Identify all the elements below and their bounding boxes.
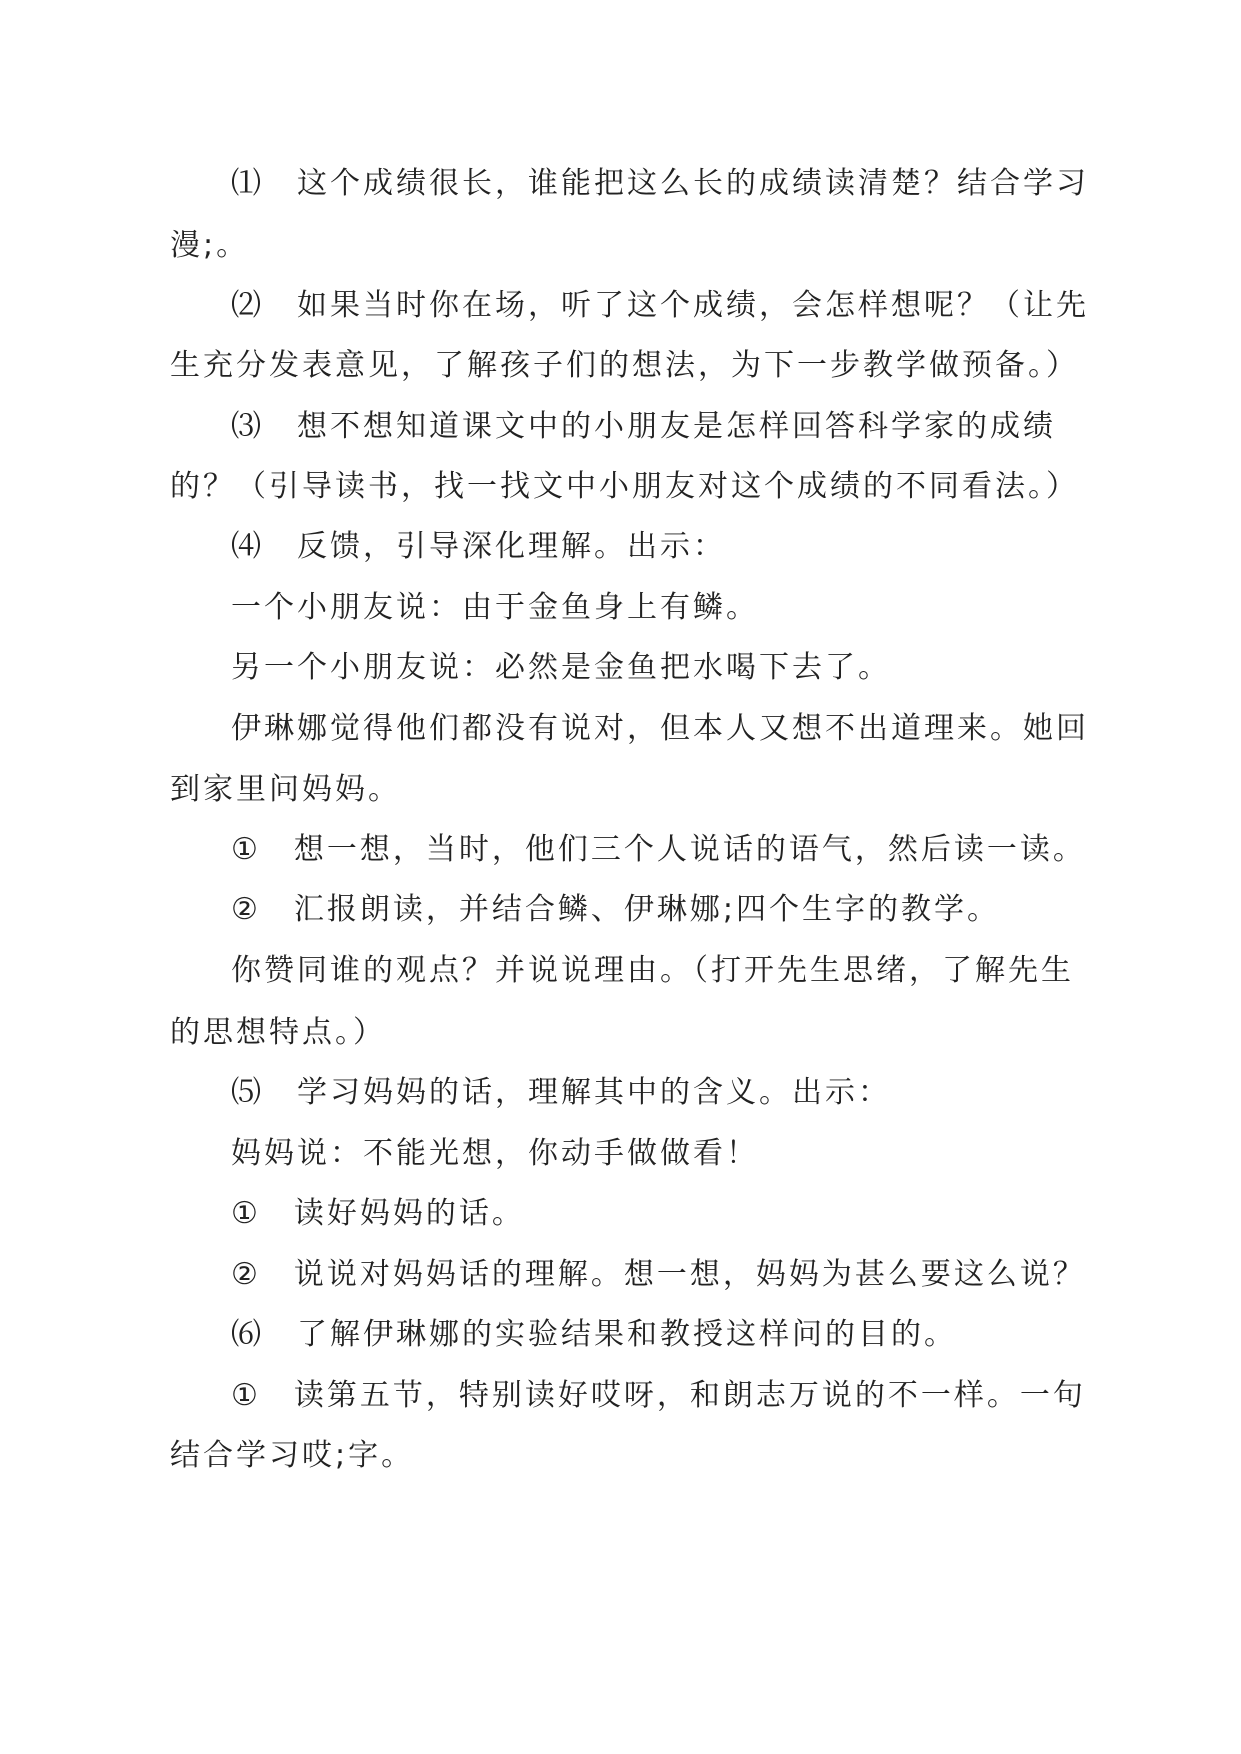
text-line-21: ① 读第五节，特别读好哎呀，和朗志万说的不一样。一句 <box>231 1378 1086 1413</box>
text-line-17: 妈妈说：不能光想，你动手做做看！ <box>231 1136 759 1171</box>
text-line-19: ② 说说对妈妈话的理解。想一想，妈妈为甚么要这么说？ <box>231 1257 1086 1292</box>
text-line-12: ① 想一想，当时，他们三个人说话的语气，然后读一读。 <box>231 832 1086 867</box>
text-line-6: 的？（引导读书，找一找文中小朋友对这个成绩的不同看法。） <box>170 469 1079 504</box>
text-line-4: 生充分发表意见，了解孩子们的想法，为下一步教学做预备。） <box>170 348 1079 383</box>
text-line-22: 结合学习哎;字。 <box>170 1438 415 1473</box>
text-line-18: ① 读好妈妈的话。 <box>231 1196 525 1231</box>
text-line-10: 伊琳娜觉得他们都没有说对，但本人又想不出道理来。她回 <box>231 711 1089 746</box>
text-line-13: ② 汇报朗读，并结合鳞、伊琳娜;四个生字的教学。 <box>231 892 1001 927</box>
text-line-7: ⑷ 反馈，引导深化理解。出示： <box>231 529 726 564</box>
text-line-2: 漫;。 <box>170 228 250 263</box>
text-line-11: 到家里问妈妈。 <box>170 772 401 807</box>
text-line-20: ⑹ 了解伊琳娜的实验结果和教授这样问的目的。 <box>231 1317 957 1352</box>
text-line-5: ⑶ 想不想知道课文中的小朋友是怎样回答科学家的成绩 <box>231 409 1056 444</box>
text-line-3: ⑵ 如果当时你在场，听了这个成绩，会怎样想呢？（让先 <box>231 288 1089 323</box>
text-line-16: ⑸ 学习妈妈的话，理解其中的含义。出示： <box>231 1075 891 1110</box>
text-line-15: 的思想特点。） <box>170 1015 386 1050</box>
text-line-8: 一个小朋友说：由于金鱼身上有鳞。 <box>231 590 759 625</box>
text-line-1: ⑴ 这个成绩很长，谁能把这么长的成绩读清楚？结合学习 <box>231 166 1089 201</box>
text-line-9: 另一个小朋友说：必然是金鱼把水喝下去了。 <box>231 650 891 685</box>
text-line-14: 你赞同谁的观点？并说说理由。（打开先生思绪，了解先生 <box>231 953 1074 988</box>
